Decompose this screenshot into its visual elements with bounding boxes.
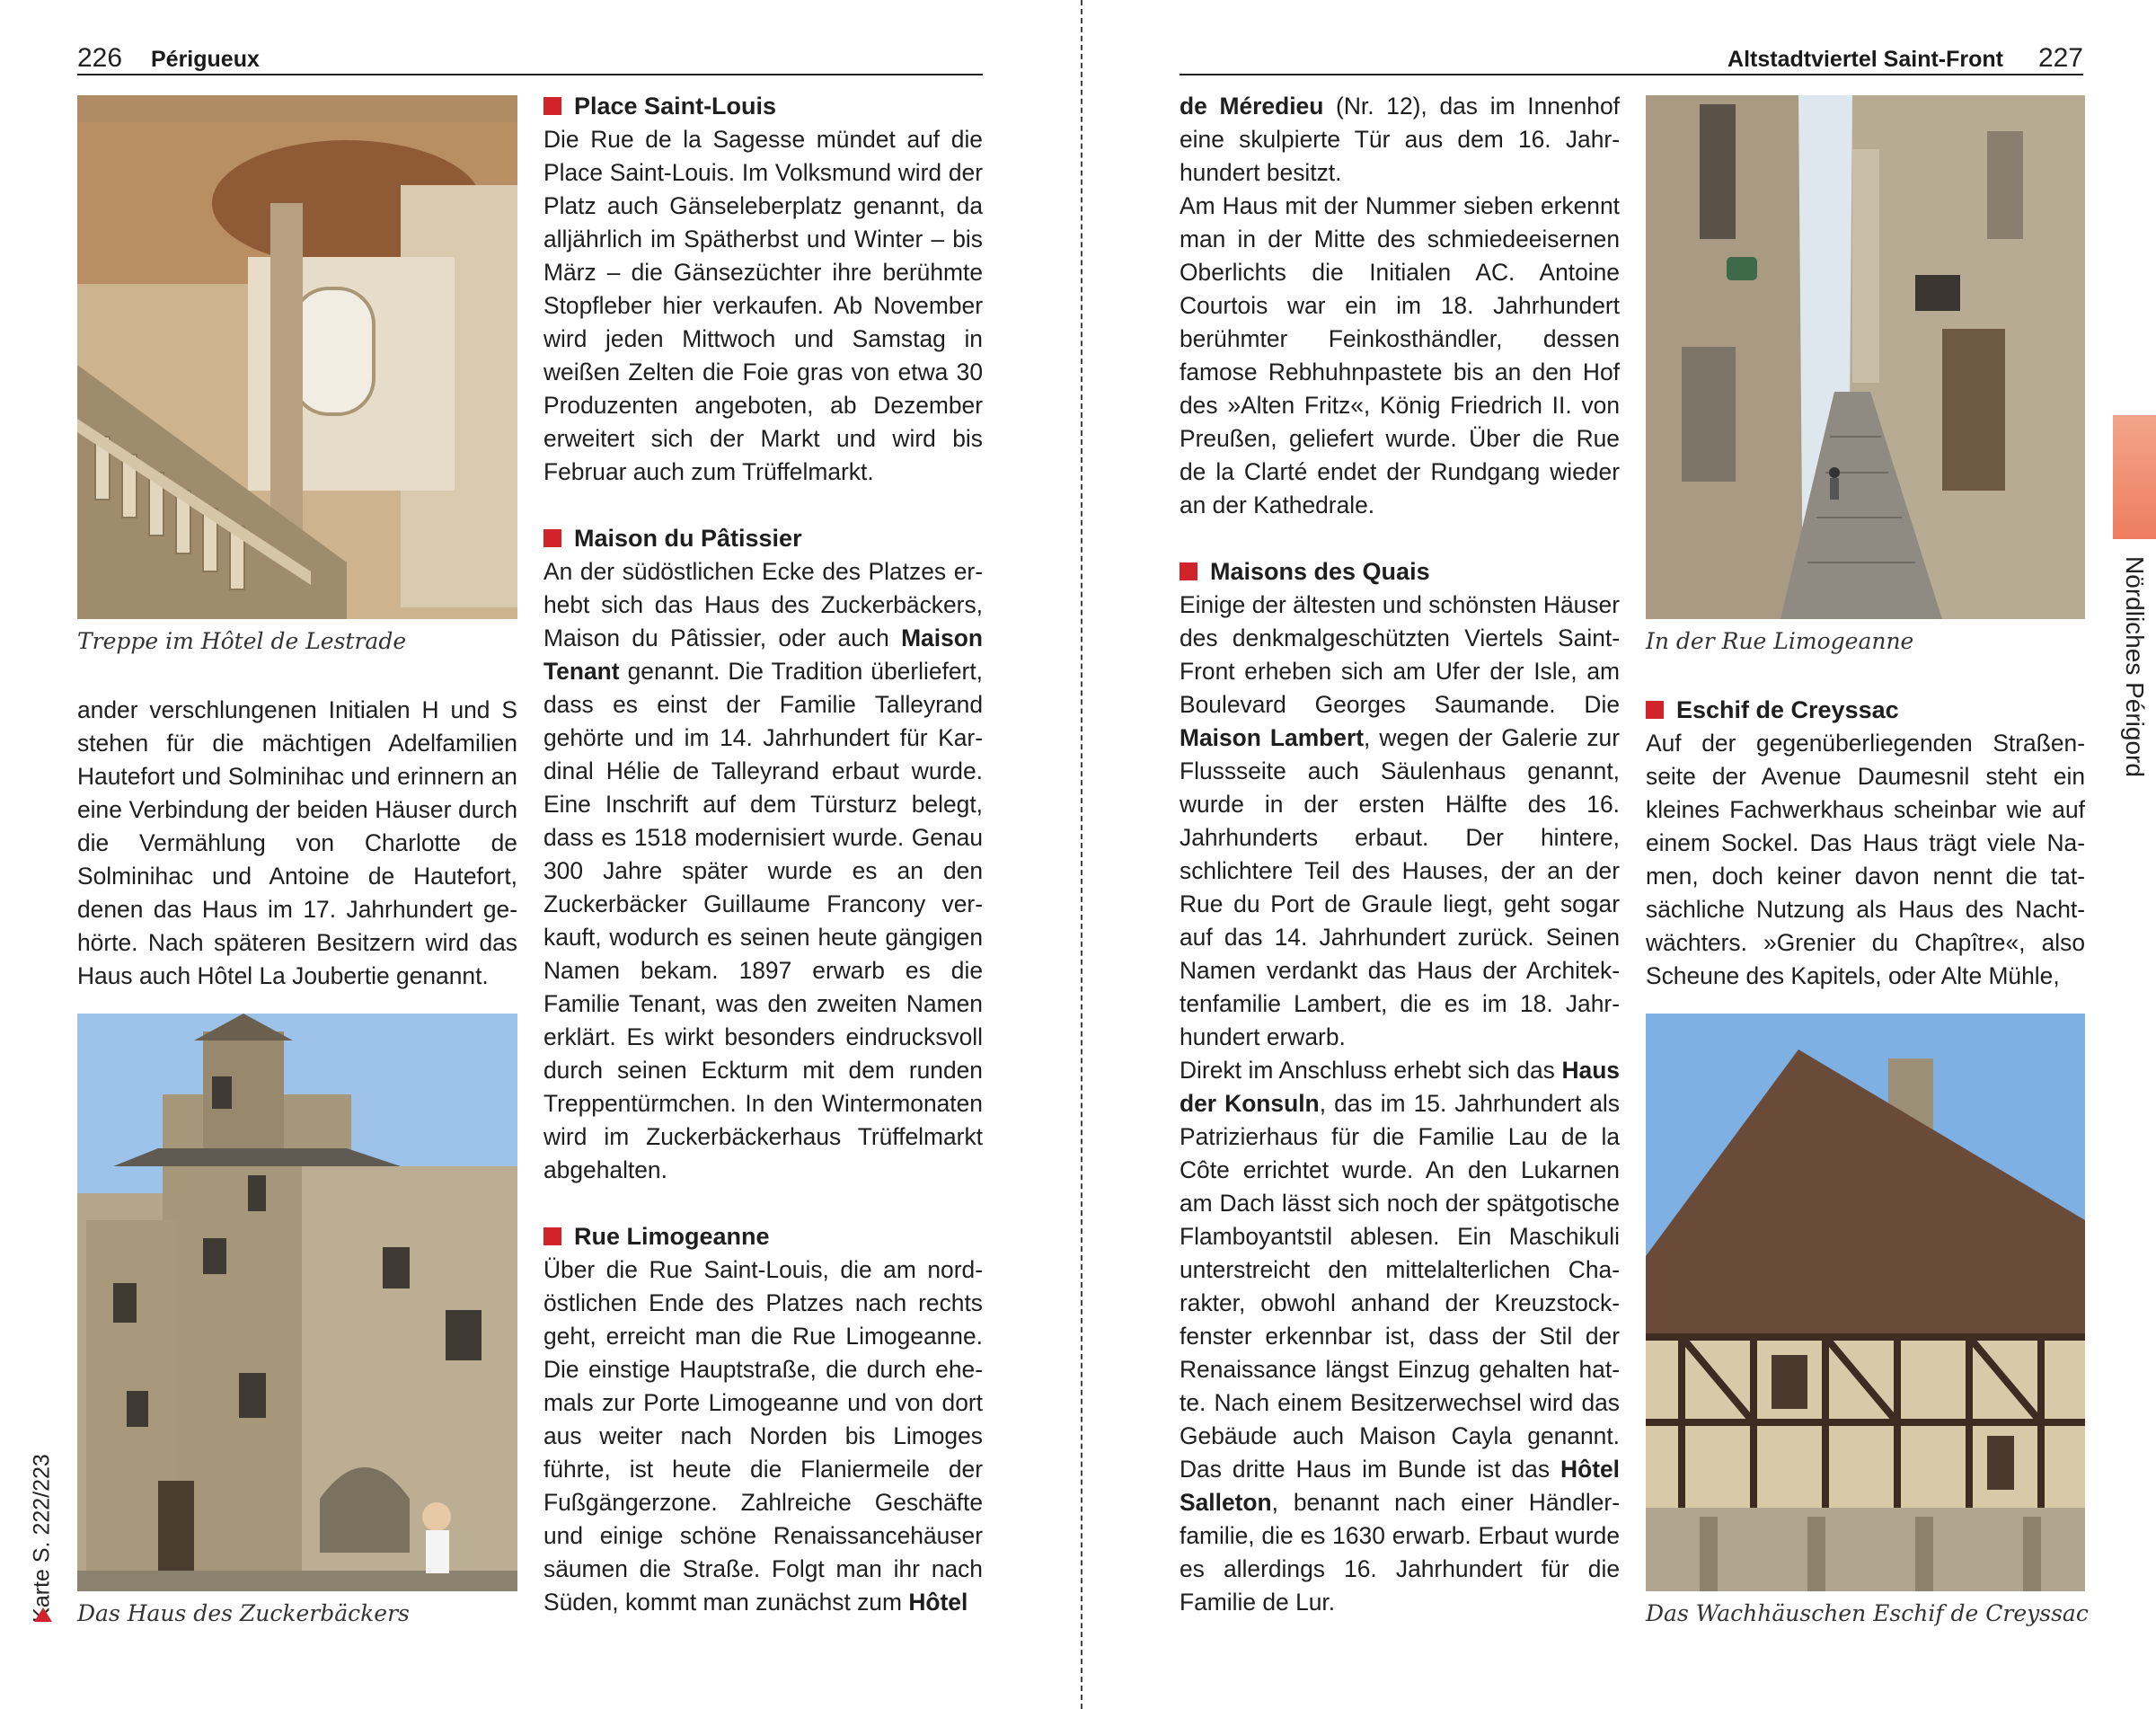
page-number-right: 227 — [2037, 43, 2083, 73]
photo-watchhouse — [1646, 1014, 2085, 1591]
caption-rue-limogeanne: In der Rue Limogeanne — [1646, 628, 1914, 654]
paragraph-eschif-de-creyssac: Auf der gegenüberliegenden Straßenseite der Avenue Daumesnil steht ein kleines Fachwerkhaus scheinbar wie auf einem Sockel. Das Haus trägt viele Namen, doch keiner davon nennt die tatsächliche Nutzung als Haus des Nachtwächters. »Grenier du Chapître«, also Scheune des Kapitels, oder Alte Mühle, — [1646, 730, 2085, 989]
red-square-bullet — [543, 529, 561, 547]
right-page-side-column — [1646, 694, 2085, 993]
page-fold — [1081, 0, 1082, 1709]
map-reference: Karte S. 222/223 — [29, 1454, 55, 1623]
paragraph-maisons-des-quais-2: Direkt im Anschluss erhebt sich das Haus der Konsuln, das im 15. Jahrhundert als Patrizierhaus für die Familie Lau de la Côte errichtet wurde. An den Lukarnen am Dach lässt sich noch der spätgotische Flamboyantstil ablesen. Ein Maschikuli unterstreicht den mittelalterlichen Charakter, obwohl anhand der Kreuzstockfenster erkennbar ist, dass der Stil der Renaissance längst Einzug gehalten hatte. Nach einem Besitzerwechsel wird das Gebäude auch Maison Cayla genannt. Das dritte Haus im Bunde ist das Hôtel Salleton, benannt nach einer Händlerfamilie, die es 1630 erwarb. Erbaut wurde es allerdings 16. Jahrhundert für die Familie de Lur. — [1180, 1057, 1620, 1616]
section-heading-maison-du-patissier — [543, 522, 983, 555]
left-page-main-column — [543, 90, 983, 1619]
paragraph-intro-2: Am Haus mit der Nummer sieben erkennt man in der Mitte des schmiedeeisernen Oberlichts die Initialen AC. Antoine Courtois war ein im 18. Jahrhundert berühmter Feinkosthändler, dessen famose Rebhuhnpastete bis an den Hof des »Alten Fritz«, König Friedrich II. von Preußen, geliefert wurde. Über die Rue de la Clarté endet der Rundgang wieder an der Kathedrale. — [1180, 192, 1620, 518]
continuation-paragraph: ander verschlungenen Initialen H und S stehen für die mächtigen Adelfamilien Hautefort und Solminihac und erinnern an eine Verbindung der beiden Häuser durch die Vermählung von Charlotte de Solminihac und Antoine de Hautefort, denen das Haus im 17. Jahrhundert gehörte. Nach späteren Besitzern wird das Haus auch Hôtel La Joubertie genannt. — [77, 696, 517, 989]
caption-watchhouse: Das Wachhäuschen Eschif de Creyssac — [1646, 1600, 2089, 1626]
section-heading-rue-limogeanne — [543, 1220, 983, 1253]
header-rule-right — [1180, 74, 2083, 75]
running-head-right: Altstadtviertel Saint-Front — [1727, 47, 2003, 72]
red-square-bullet — [543, 97, 561, 115]
paragraph-rue-limogeanne: Über die Rue Saint-Louis, die am nordöstlichen Ende des Platzes nach rechts geht, erreicht man die Rue Limogeanne. Die einstige Hauptstraße, die durch ehemals zur Porte Limogeanne und von dort aus weiter nach Norden bis Limoges führte, ist heute die Flaniermeile der Fußgängerzone. Zahlreiche Geschäfte und einige schöne Renaissancehäuser säumen die Straße. Folgt man ihr nach Süden, kommt man zunächst zum Hôtel — [543, 1256, 983, 1616]
section-heading-maisons-des-quais — [1180, 555, 1620, 589]
left-column-text — [77, 694, 517, 993]
photo-rue-limogeanne — [1646, 95, 2085, 619]
section-heading-place-saint-louis — [543, 90, 983, 123]
caption-staircase: Treppe im Hôtel de Lestrade — [77, 628, 407, 654]
section-title: Rue Limogeanne — [574, 1223, 770, 1250]
section-title: Eschif de Creyssac — [1676, 696, 1899, 723]
right-page-main-column — [1180, 90, 1620, 1619]
paragraph-intro-1: de Mérediеu (Nr. 12), das im Innenhof eine skulpierte Tür aus dem 16. Jahrhundert besitzt. — [1180, 93, 1620, 186]
paragraph-maisons-des-quais-1: Einige der ältesten und schönsten Häuser des denkmalgeschützten Viertels Saint-Front erheben sich am Ufer der Isle, am Boulevard Georges Saumande. Die Maison Lambert, wegen der Galerie zur Flussseite auch Säulenhaus genannt, wurde in der ersten Hälfte des 16. Jahrhunderts erbaut. Der hintere, schlichtere Teil des Hauses, der an der Rue du Port de Graule liegt, geht sogar auf das 14. Jahrhundert zurück. Seinen Namen verdankt das Haus der Architektenfamilie Lambert, die es im 18. Jahrhundert erwarb. — [1180, 591, 1621, 1050]
section-title: Maison du Pâtissier — [574, 525, 802, 552]
photo-confectioner-house — [77, 1014, 517, 1591]
header-rule-left — [77, 74, 983, 75]
section-title: Maisons des Quais — [1210, 558, 1430, 585]
red-square-bullet — [1646, 701, 1664, 719]
paragraph-place-saint-louis: Die Rue de la Sagesse mündet auf die Place Saint-Louis. Im Volksmund wird der Platz auch Gänseleberplatz genannt, da alljährlich im Spätherbst und Winter – bis März – die Gänsezüchter ihre berühmte Stopfleber hier verkaufen. Ab November wird jeden Mittwoch und Samstag in weißen Zelten die Foie gras von etwa 30 Produzenten angeboten, ab Dezember erweitert sich der Markt und wird bis Februar auch zum Trüffelmarkt. — [543, 126, 983, 485]
map-arrow-icon — [34, 1607, 52, 1622]
section-heading-eschif-de-creyssac — [1646, 694, 2085, 727]
red-square-bullet — [543, 1227, 561, 1245]
paragraph-maison-du-patissier: An der südöstlichen Ecke des Platzes erhebt sich das Haus des Zuckerbäckers, Maison du Pâtissier, oder auch Maison Tenant genannt. Die Tradition überliefert, dass es einst der Familie Talleyrand gehörte und im 14. Jahrhundert für Kardinal Hélie de Talleyrand erbaut wurde. Eine Inschrift auf dem Türsturz belegt, dass es 1518 modernisiert wurde. Genau 300 Jahre später wurde es an den Zuckerbäcker Guillaume Francony verkauft, wodurch es seinen heute gängigen Namen bekam. 1897 erwarb es die Familie Tenant, was den zweiten Namen erklärt. Es wirkt besonders eindrucksvoll durch seinen Eckturm mit dem runden Treppentürmchen. In den Wintermonaten wird im Zuckerbäckerhaus Trüffelmarkt abgehalten. — [543, 558, 983, 1183]
photo-staircase — [77, 95, 517, 619]
chapter-tab-label: Nördliches Périgord — [2121, 556, 2149, 777]
running-head-left: Périgueux — [151, 47, 260, 72]
page-number-left: 226 — [77, 43, 123, 73]
section-title: Place Saint-Louis — [574, 93, 777, 120]
chapter-tab — [2113, 415, 2156, 539]
caption-confectioner-house: Das Haus des Zuckerbäckers — [77, 1600, 410, 1626]
red-square-bullet — [1180, 562, 1197, 580]
